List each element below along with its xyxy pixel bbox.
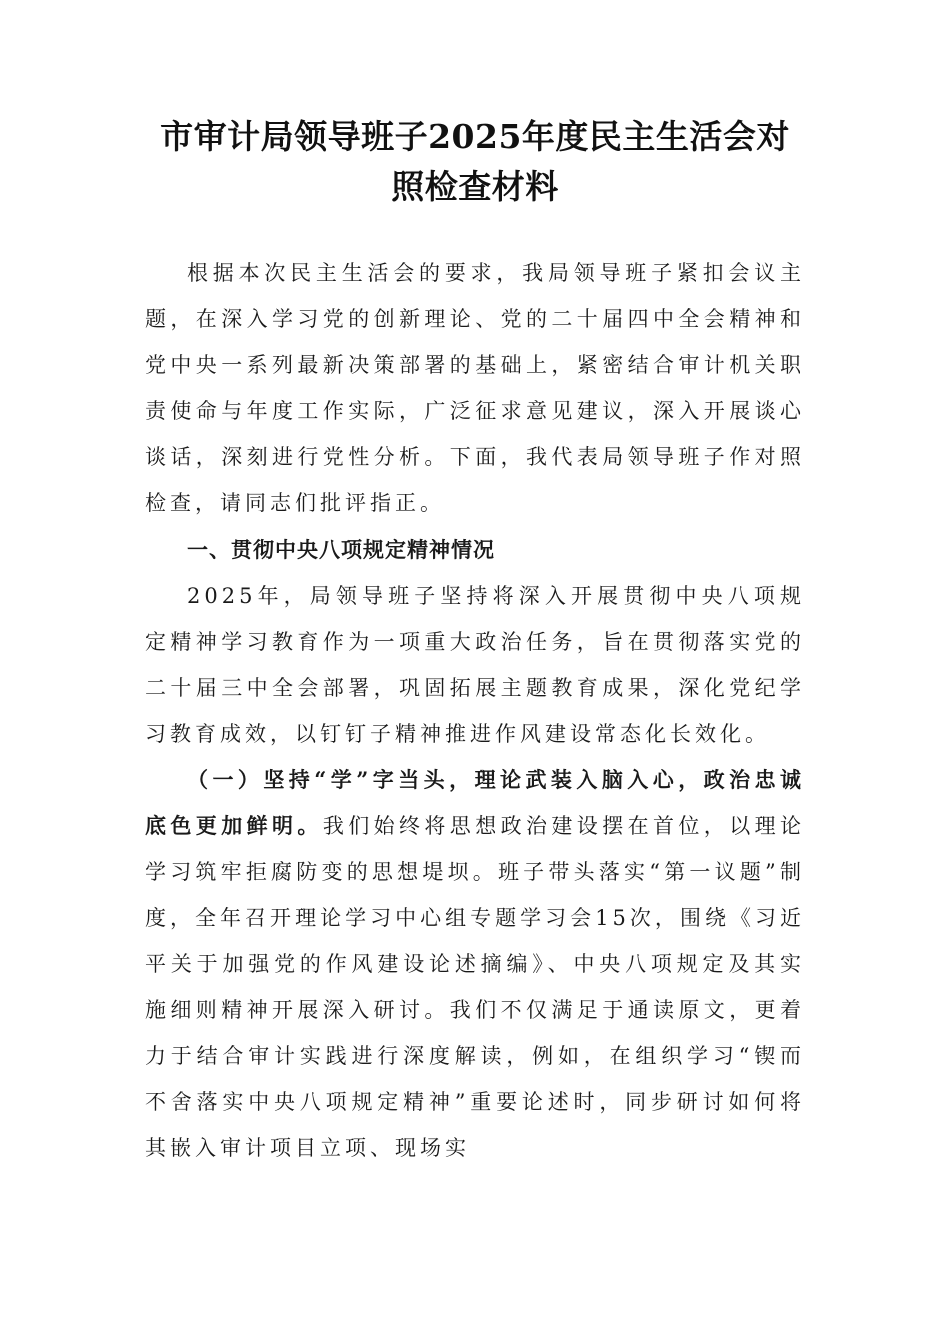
intro-paragraph: 根据本次民主生活会的要求，我局领导班子紧扣会议主题，在深入学习党的创新理论、党的二十届四中全会精神和党中央一系列最新决策部署的基础上，紧密结合审计机关职责使命与年度工作实际，广泛征求意见建议，深入开展谈心谈话，深刻进行党性分析。下面，我代表局领导班子作对照检查，请同志们批评指正。: [145, 261, 805, 515]
title-line-2: 照检查材料: [391, 167, 559, 206]
subsection-1-lead: （一）坚持“学”字当头，理论武装入脑入心，政治忠诚底色更加鲜明。: [145, 767, 805, 838]
section-1-intro-paragraph: 2025年，局领导班子坚持将深入开展贯彻中央八项规定精神学习教育作为一项重大政治任务，旨在贯彻落实党的二十届三中全会部署，巩固拓展主题教育成果，深化党纪学习教育成效，以钉钉子精神推进作风建设常态化长效化。: [145, 584, 805, 746]
document-title: [120, 112, 830, 212]
title-line-1: 市审计局领导班子2025年度民主生活会对: [160, 117, 790, 156]
subsection-1-paragraph: [145, 757, 805, 1171]
section-heading-1: 一、贯彻中央八项规定精神情况: [187, 538, 495, 562]
subsection-1-body: 我们始终将思想政治建设摆在首位，以理论学习筑牢拒腐防变的思想堤坝。班子带头落实“第一议题”制度，全年召开理论学习中心组专题学习会15次，围绕《习近平关于加强党的作风建设论述摘编》、中央八项规定及其实施细则精神开展深入研讨。我们不仅满足于通读原文，更着力于结合审计实践进行深度解读，例如，在组织学习“锲而不舍落实中央八项规定精神”重要论述时，同步研讨如何将其嵌入审计项目立项、现场实: [145, 814, 806, 1160]
document-body: [145, 250, 805, 1171]
